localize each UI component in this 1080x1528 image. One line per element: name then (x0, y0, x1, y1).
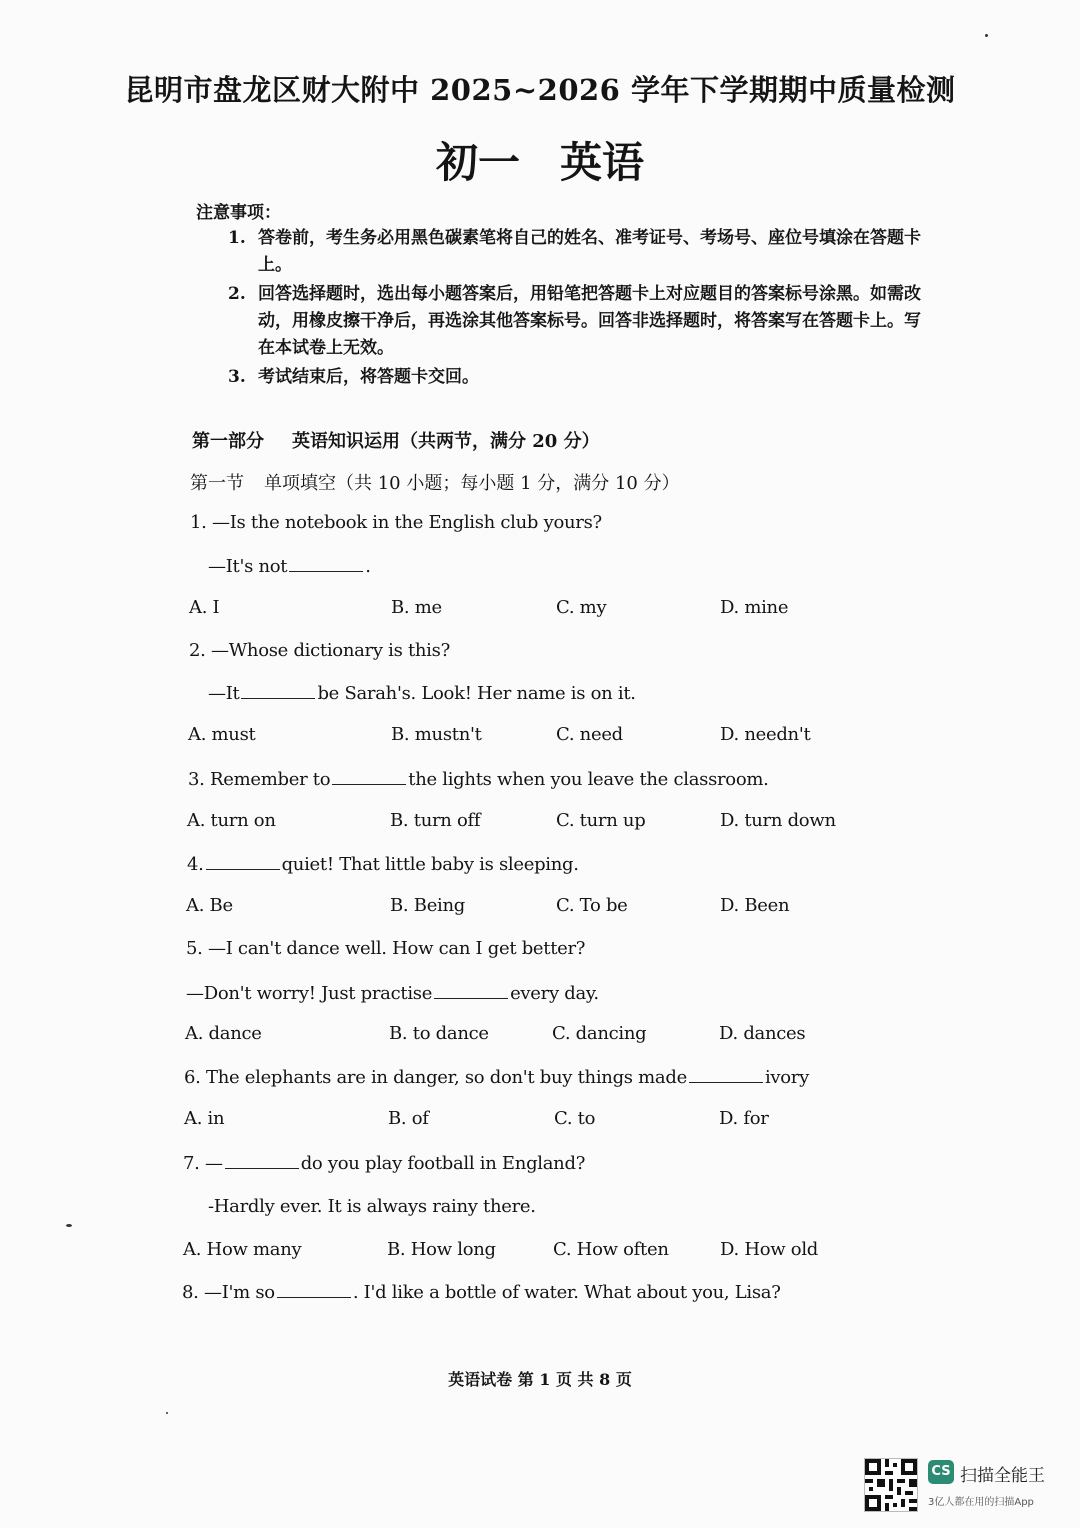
question-2-line-1: 2. —Whose dictionary is this? (189, 640, 450, 661)
option-3d: D. turn down (720, 810, 836, 831)
question-text: —It's not (208, 556, 288, 577)
answer-blank (289, 555, 363, 572)
question-7-line-2: -Hardly ever. It is always rainy there. (208, 1196, 536, 1217)
question-5-line-2 (186, 982, 599, 1004)
option-7d: D. How old (720, 1239, 819, 1260)
option-3c: C. turn up (556, 810, 646, 831)
section-heading (190, 469, 680, 495)
option-5b: B. to dance (389, 1023, 489, 1044)
option-1a: A. I (189, 597, 220, 618)
question-text: . (365, 556, 371, 577)
answer-blank (434, 982, 508, 999)
answer-blank (277, 1281, 351, 1298)
question-text: . I'd like a bottle of water. What about you, Lisa? (352, 1282, 781, 1303)
exam-subtitle (0, 130, 1080, 190)
option-3b: B. turn off (390, 810, 481, 831)
answer-blank (332, 768, 406, 785)
answer-blank (206, 853, 280, 870)
question-4 (187, 853, 579, 875)
option-4d: D. Been (720, 895, 790, 916)
notice-item-text: 考试结束后，将答题卡交回。 (258, 367, 479, 387)
question-5-line-1: 5. —I can't dance well. How can I get better? (186, 938, 586, 959)
option-1c: C. my (556, 597, 607, 618)
notice-item-1 (228, 225, 928, 279)
option-5c: C. dancing (552, 1023, 647, 1044)
question-text: 4. (187, 854, 204, 875)
scanner-app-tagline: 3亿人都在用的扫描App (928, 1497, 1034, 1508)
notice-item-text: 回答选择题时，选出每小题答案后，用铅笔把答题卡上对应题目的答案标号涂黑。如需改动，用橡皮擦干净后，再选涂其他答案标号。回答非选择题时，将答案写在答题卡上。写在本试卷上无效。 (258, 284, 921, 358)
option-2a: A. must (188, 724, 256, 745)
question-text: the lights when you leave the classroom. (408, 769, 769, 790)
subject-label: 英语 (560, 138, 645, 187)
section-name: 第一节 (190, 473, 244, 494)
option-6c: C. to (554, 1108, 596, 1129)
scan-speck (985, 34, 988, 37)
question-text: ivory (764, 1067, 809, 1088)
option-2c: C. need (556, 724, 623, 745)
question-7-line-1 (183, 1152, 585, 1174)
question-text: quiet! That little baby is sleeping. (281, 854, 579, 875)
question-1-line-1: 1. —Is the notebook in the English club yours? (190, 512, 602, 533)
question-8 (182, 1281, 781, 1303)
part-name: 第一部分 (192, 431, 264, 452)
exam-title: 昆明市盘龙区财大附中 2025~2026 学年下学期期中质量检测 (124, 73, 956, 107)
option-5a: A. dance (185, 1023, 262, 1044)
question-2-line-2 (208, 682, 636, 704)
option-6d: D. for (719, 1108, 769, 1129)
option-5d: D. dances (719, 1023, 806, 1044)
question-text: 8. —I'm so (182, 1282, 275, 1303)
option-3a: A. turn on (187, 810, 276, 831)
question-1-line-2 (208, 555, 371, 577)
part-title: 英语知识运用（共两节，满分 20 分） (292, 431, 600, 452)
option-1b: B. me (391, 597, 442, 618)
option-4b: B. Being (390, 895, 466, 916)
option-6b: B. of (388, 1108, 429, 1129)
option-7c: C. How often (553, 1239, 669, 1260)
answer-blank (689, 1066, 763, 1083)
question-text: —Don't worry! Just practise (186, 983, 433, 1004)
option-6a: A. in (184, 1108, 225, 1129)
option-2b: B. mustn't (391, 724, 482, 745)
notice-title: 注意事项： (196, 203, 281, 223)
question-text: 6. The elephants are in danger, so don't buy things made (184, 1067, 687, 1088)
question-text: do you play football in England? (300, 1153, 586, 1174)
option-7a: A. How many (183, 1239, 302, 1260)
question-text: 7. — (183, 1153, 223, 1174)
notice-item-number: 1. (228, 228, 246, 248)
option-1d: D. mine (720, 597, 789, 618)
scan-speck (66, 1224, 72, 1227)
scanner-app-name: 扫描全能王 (960, 1466, 1045, 1486)
answer-blank (241, 682, 315, 699)
camscanner-logo-icon: CS (928, 1460, 954, 1484)
question-text: —It (208, 683, 240, 704)
question-text: every day. (510, 983, 599, 1004)
notice-item-text: 答卷前，考生务必用黑色碳素笔将自己的姓名、准考证号、考场号、座位号填涂在答题卡上。 (258, 228, 921, 275)
notice-item-number: 2. (228, 284, 246, 304)
grade-label: 初一 (435, 138, 520, 187)
answer-blank (225, 1152, 299, 1169)
option-4a: A. Be (186, 895, 233, 916)
qr-code-icon (864, 1458, 918, 1512)
scan-speck (166, 1412, 168, 1414)
notice-item-2 (228, 281, 928, 362)
page-footer: 英语试卷 第 1 页 共 8 页 (448, 1370, 632, 1389)
question-text: be Sarah's. Look! Her name is on it. (317, 683, 636, 704)
option-4c: C. To be (556, 895, 628, 916)
question-3 (188, 768, 769, 790)
question-text: 3. Remember to (188, 769, 331, 790)
part-heading (192, 427, 600, 453)
notice-item-number: 3. (228, 367, 246, 387)
section-title: 单项填空（共 10 小题；每小题 1 分，满分 10 分） (264, 473, 680, 494)
question-6 (184, 1066, 809, 1088)
notice-item-3 (228, 364, 928, 391)
option-7b: B. How long (387, 1239, 496, 1260)
option-2d: D. needn't (720, 724, 811, 745)
